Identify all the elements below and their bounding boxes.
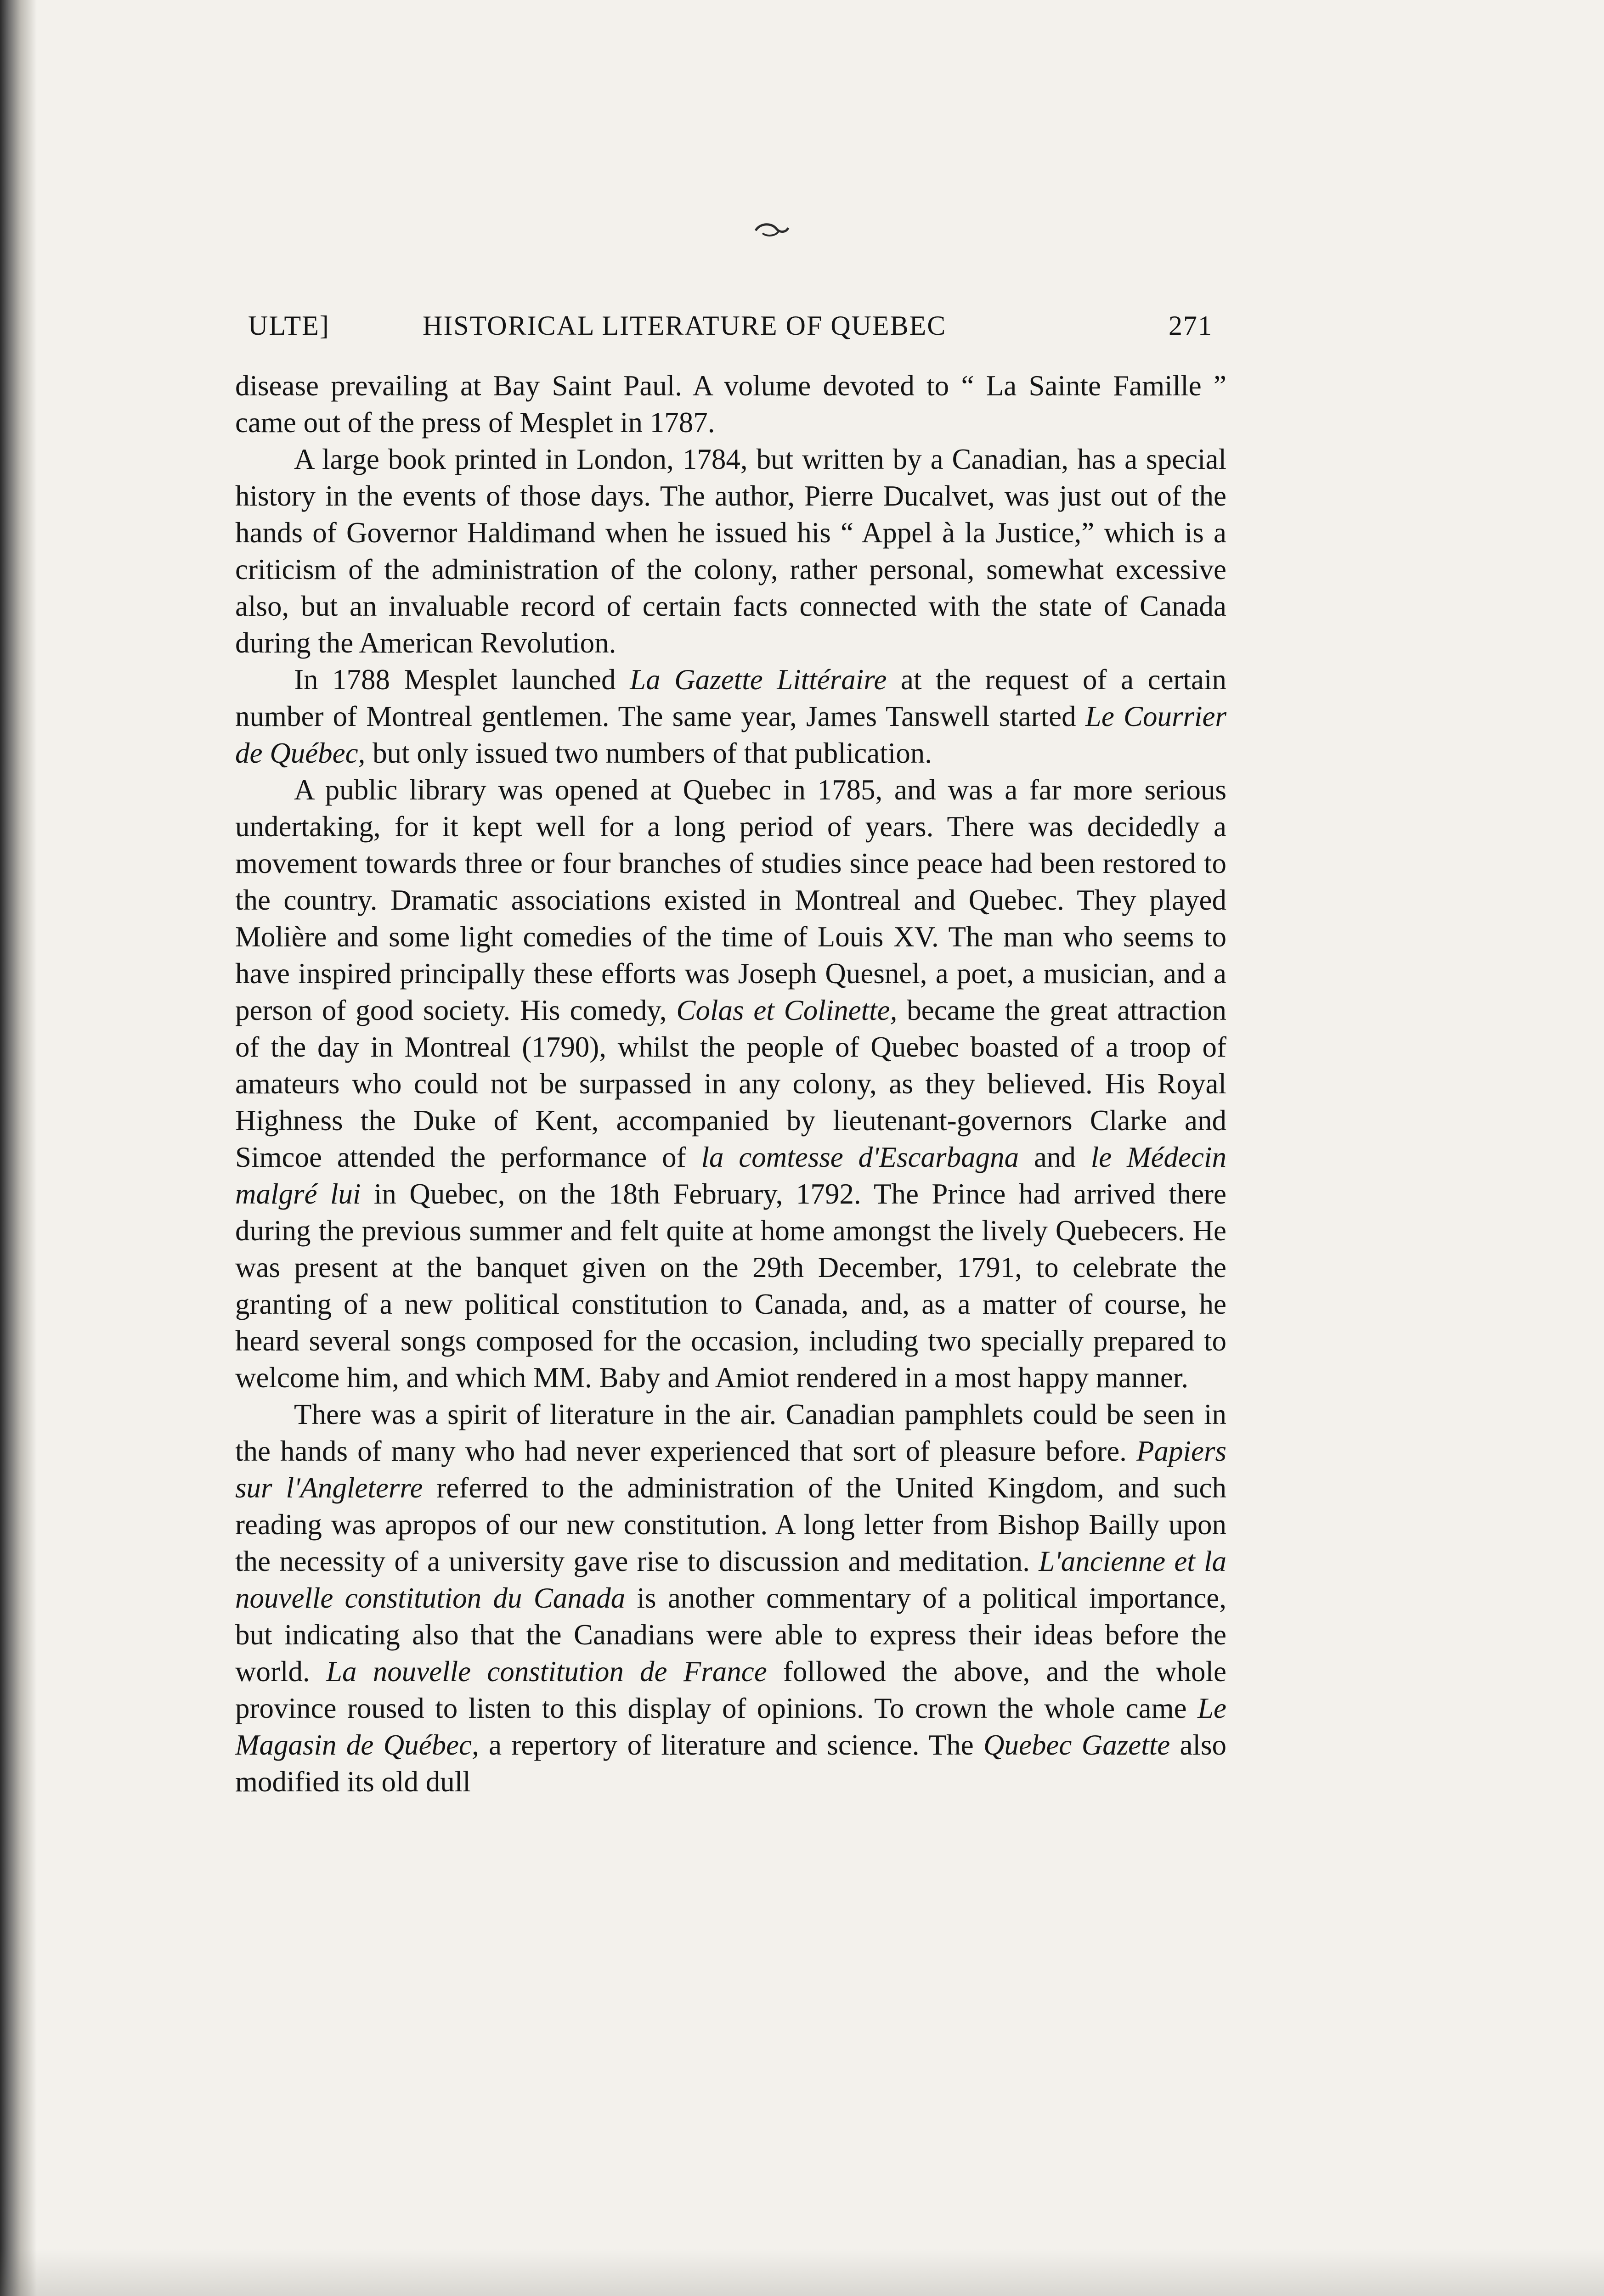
text-run: but only issued two numbers of that publication.: [365, 737, 932, 769]
page-number: 271: [1169, 310, 1213, 341]
paragraph: [235, 771, 1226, 1396]
header-title: HISTORICAL LITERATURE OF QUEBEC: [423, 310, 947, 341]
text-run: became the great attraction of the day in Montreal (1790), whilst the people of Quebec boasted of a troop of amateurs who could not be surpassed in any colony, as they believed. His Royal Highness the Duke of Kent, accompanied by lieutenant-governors Clarke and Simcoe attended the performance of: [235, 994, 1227, 1173]
paragraph: [235, 441, 1226, 661]
text-run: is another commentary of a political importance, but indicating also that the Canadians were able to express their ideas before the world.: [235, 1582, 1226, 1688]
text-run: A large book printed in London, 1784, but written by a Canadian, has a special history in the events of those days. The author, Pierre Ducalvet, was just out of the hands of Governor Haldimand when he issued his “ Appel à la Justice,” which is a criticism of the administration of the colony, rather personal, somewhat excessive also, but an invaluable record of certain facts connected with the state of Canada during the American Revolution.: [235, 443, 1226, 659]
text-run: in Quebec, on the 18th February, 1792. The Prince had arrived there during the previous summer and felt quite at home amongst the lively Quebecers. He was present at the banquet given on the 29th December, 1791, to celebrate the granting of a new political constitution to Canada, and, as a matter of course, he heard several songs composed for the occasion, including two specially prepared to welcome him, and which MM. Baby and Amiot rendered in a most happy manner.: [235, 1178, 1226, 1394]
binding-shadow: [0, 0, 37, 2296]
scan-noise: [0, 2249, 1604, 2296]
paragraph: [235, 661, 1226, 771]
text-run: a repertory of literature and science. The: [479, 1729, 983, 1761]
text-run: at the request of a certain number of Montreal gentlemen. The same year, James Tanswell started: [235, 664, 1227, 732]
text-run: In 1788 Mesplet launched: [294, 664, 630, 696]
text-run: also modified its old dull: [235, 1729, 1226, 1798]
paragraph: [235, 367, 1226, 441]
italic-title: Quebec Gazette: [983, 1729, 1170, 1761]
italic-title: L'ancienne et la nouvelle constitution du Canada: [235, 1545, 1226, 1614]
italic-title: le Médecin malgré lui: [235, 1141, 1226, 1210]
paragraph: [235, 1396, 1226, 1800]
header-left-fragment: ULTE]: [248, 310, 330, 341]
italic-title: La nouvelle constitution de France: [326, 1655, 767, 1688]
italic-title: Le Courrier de Québec,: [235, 700, 1226, 769]
italic-title: Colas et Colinette,: [676, 994, 898, 1026]
text-run: and: [1019, 1141, 1091, 1173]
text-run: disease prevailing at Bay Saint Paul. A volume devoted to “ La Sainte Famille ” came out of the press of Mesplet in 1787.: [235, 370, 1226, 439]
text-run: A public library was opened at Quebec in 1785, and was a far more serious undertaking, for it kept well for a long period of years. There was decidedly a movement towards three or four branches of studies since peace had been restored to the country. Dramatic associations existed in Montreal and Quebec. They played Molière and some light comedies of the time of Louis XV. The man who seems to have inspired principally these efforts was Joseph Quesnel, a poet, a musician, and a person of good society. His comedy,: [235, 774, 1226, 1026]
italic-title: Le Magasin de Québec,: [235, 1692, 1226, 1761]
italic-title: Papiers sur l'Angleterre: [235, 1435, 1226, 1504]
italic-title: La Gazette Littéraire: [630, 664, 887, 696]
italic-title: la comtesse d'Escarbagna: [701, 1141, 1019, 1173]
text-run: followed the above, and the whole province roused to listen to this display of opinions. To crown the whole came: [235, 1655, 1226, 1724]
ink-blot-mark: [753, 220, 790, 239]
text-run: referred to the administration of the United Kingdom, and such reading was apropos of our new constitution. A long letter from Bishop Bailly upon the necessity of a university gave rise to discussion and meditation.: [235, 1472, 1227, 1577]
body-text: [235, 367, 1226, 1800]
text-run: There was a spirit of literature in the air. Canadian pamphlets could be seen in the hands of many who had never experienced that sort of pleasure before.: [235, 1398, 1226, 1467]
running-head: [248, 310, 1213, 347]
